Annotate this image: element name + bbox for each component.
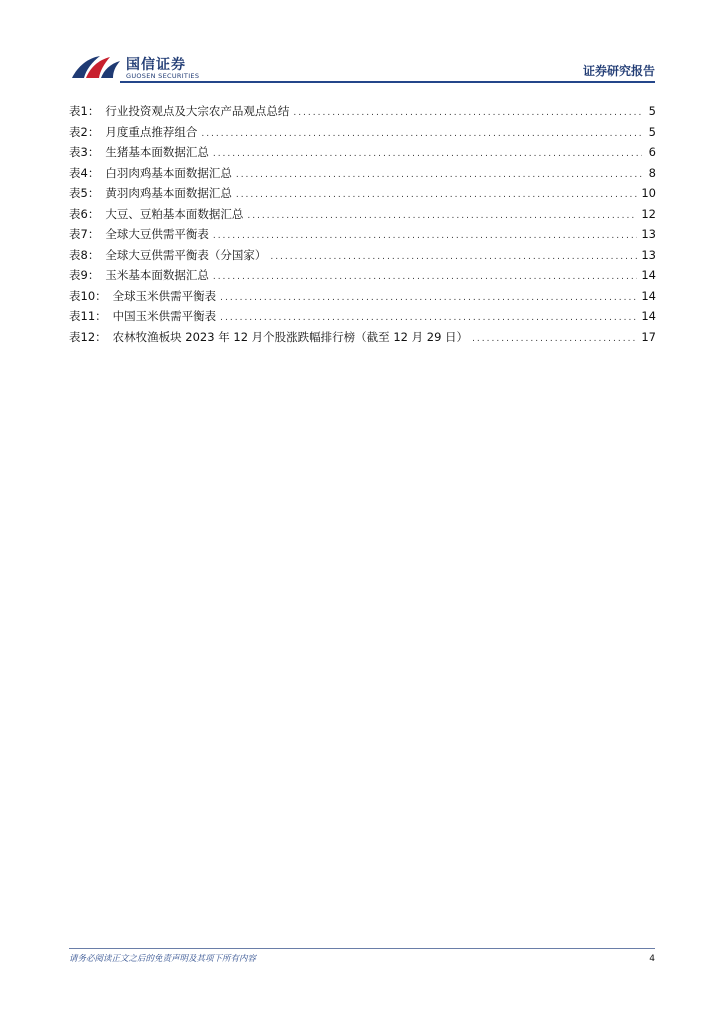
toc-entry-label: 表9： [69,268,100,282]
toc-leader-dots [201,129,642,139]
toc-entry-page: 13 [641,247,656,262]
toc-entry-page: 5 [648,104,656,118]
toc-entry-title: 中国玉米供需平衡表 [112,309,217,323]
toc-leader-dots [213,149,642,159]
guosen-logo-icon [70,52,122,82]
toc-entry-page: 6 [648,145,656,159]
toc-leader-dots [270,252,637,262]
toc-entry[interactable] [69,144,656,165]
toc-entry-title: 全球大豆供需平衡表 [105,227,209,241]
page-number: 4 [649,954,655,964]
toc-entry-label: 表1： [69,104,100,118]
toc-entry-page: 12 [641,206,656,221]
toc-entry-label: 表2： [69,124,100,139]
toc-entry[interactable] [69,103,656,124]
disclaimer-note: 请务必阅读正文之后的免责声明及其项下所有内容 [69,954,257,964]
toc-leader-dots [472,334,637,344]
page-header [0,0,724,90]
toc-entry-label: 表7： [69,227,100,241]
toc-leader-dots [236,170,642,180]
toc-entry[interactable] [69,267,656,288]
toc-entry[interactable] [69,124,656,145]
toc-entry-title: 全球玉米供需平衡表 [112,288,217,303]
toc-entry-label: 表11： [69,309,107,323]
toc-entry-title: 生猪基本面数据汇总 [105,145,209,159]
toc-entry-label: 表8： [69,247,100,262]
toc-leader-dots [213,272,638,282]
toc-entry-title: 白羽肉鸡基本面数据汇总 [105,165,232,180]
toc-leader-dots [213,231,638,241]
toc-leader-dots [220,313,637,323]
report-type-label: 证券研究报告 [582,64,655,78]
toc-entry-label: 表10： [69,288,107,303]
toc-entry-title: 行业投资观点及大宗农产品观点总结 [105,104,290,118]
toc-leader-dots [220,293,637,303]
toc-entry-label: 表3： [69,145,100,159]
table-list [69,103,656,349]
toc-entry-page: 8 [648,165,656,180]
toc-entry-title: 大豆、豆粕基本面数据汇总 [105,206,244,221]
toc-entry-label: 表5： [69,186,100,200]
toc-entry-label: 表12： [69,329,107,344]
toc-entry-title: 玉米基本面数据汇总 [105,268,209,282]
header-divider [120,81,655,83]
toc-entry-title: 月度重点推荐组合 [105,124,198,139]
toc-entry[interactable] [69,206,656,227]
toc-entry-page: 14 [641,288,656,303]
toc-entry[interactable] [69,308,656,329]
toc-entry[interactable] [69,247,656,268]
toc-leader-dots [236,190,638,200]
toc-leader-dots [293,108,642,118]
logo-chinese-text: 国信证券 [126,57,186,73]
logo-english-text: GUOSEN SECURITIES [126,72,200,80]
toc-entry-title: 农林牧渔板块 2023 年 12 月个股涨跌幅排行榜（截至 12 月 29 日） [112,329,469,344]
toc-entry-label: 表6： [69,206,100,221]
toc-entry-page: 14 [641,268,656,282]
toc-entry-page: 10 [641,186,656,200]
toc-entry[interactable] [69,288,656,309]
toc-entry[interactable] [69,329,656,350]
toc-entry[interactable] [69,185,656,206]
toc-entry-page: 5 [648,124,656,139]
toc-entry-title: 全球大豆供需平衡表（分国家） [105,247,267,262]
toc-leader-dots [247,211,637,221]
toc-entry-page: 17 [641,329,656,344]
toc-entry-page: 14 [641,309,656,323]
toc-entry-label: 表4： [69,165,100,180]
footer-divider [69,948,655,949]
toc-entry[interactable] [69,226,656,247]
toc-entry-page: 13 [641,227,656,241]
toc-entry[interactable] [69,165,656,186]
toc-entry-title: 黄羽肉鸡基本面数据汇总 [105,186,232,200]
